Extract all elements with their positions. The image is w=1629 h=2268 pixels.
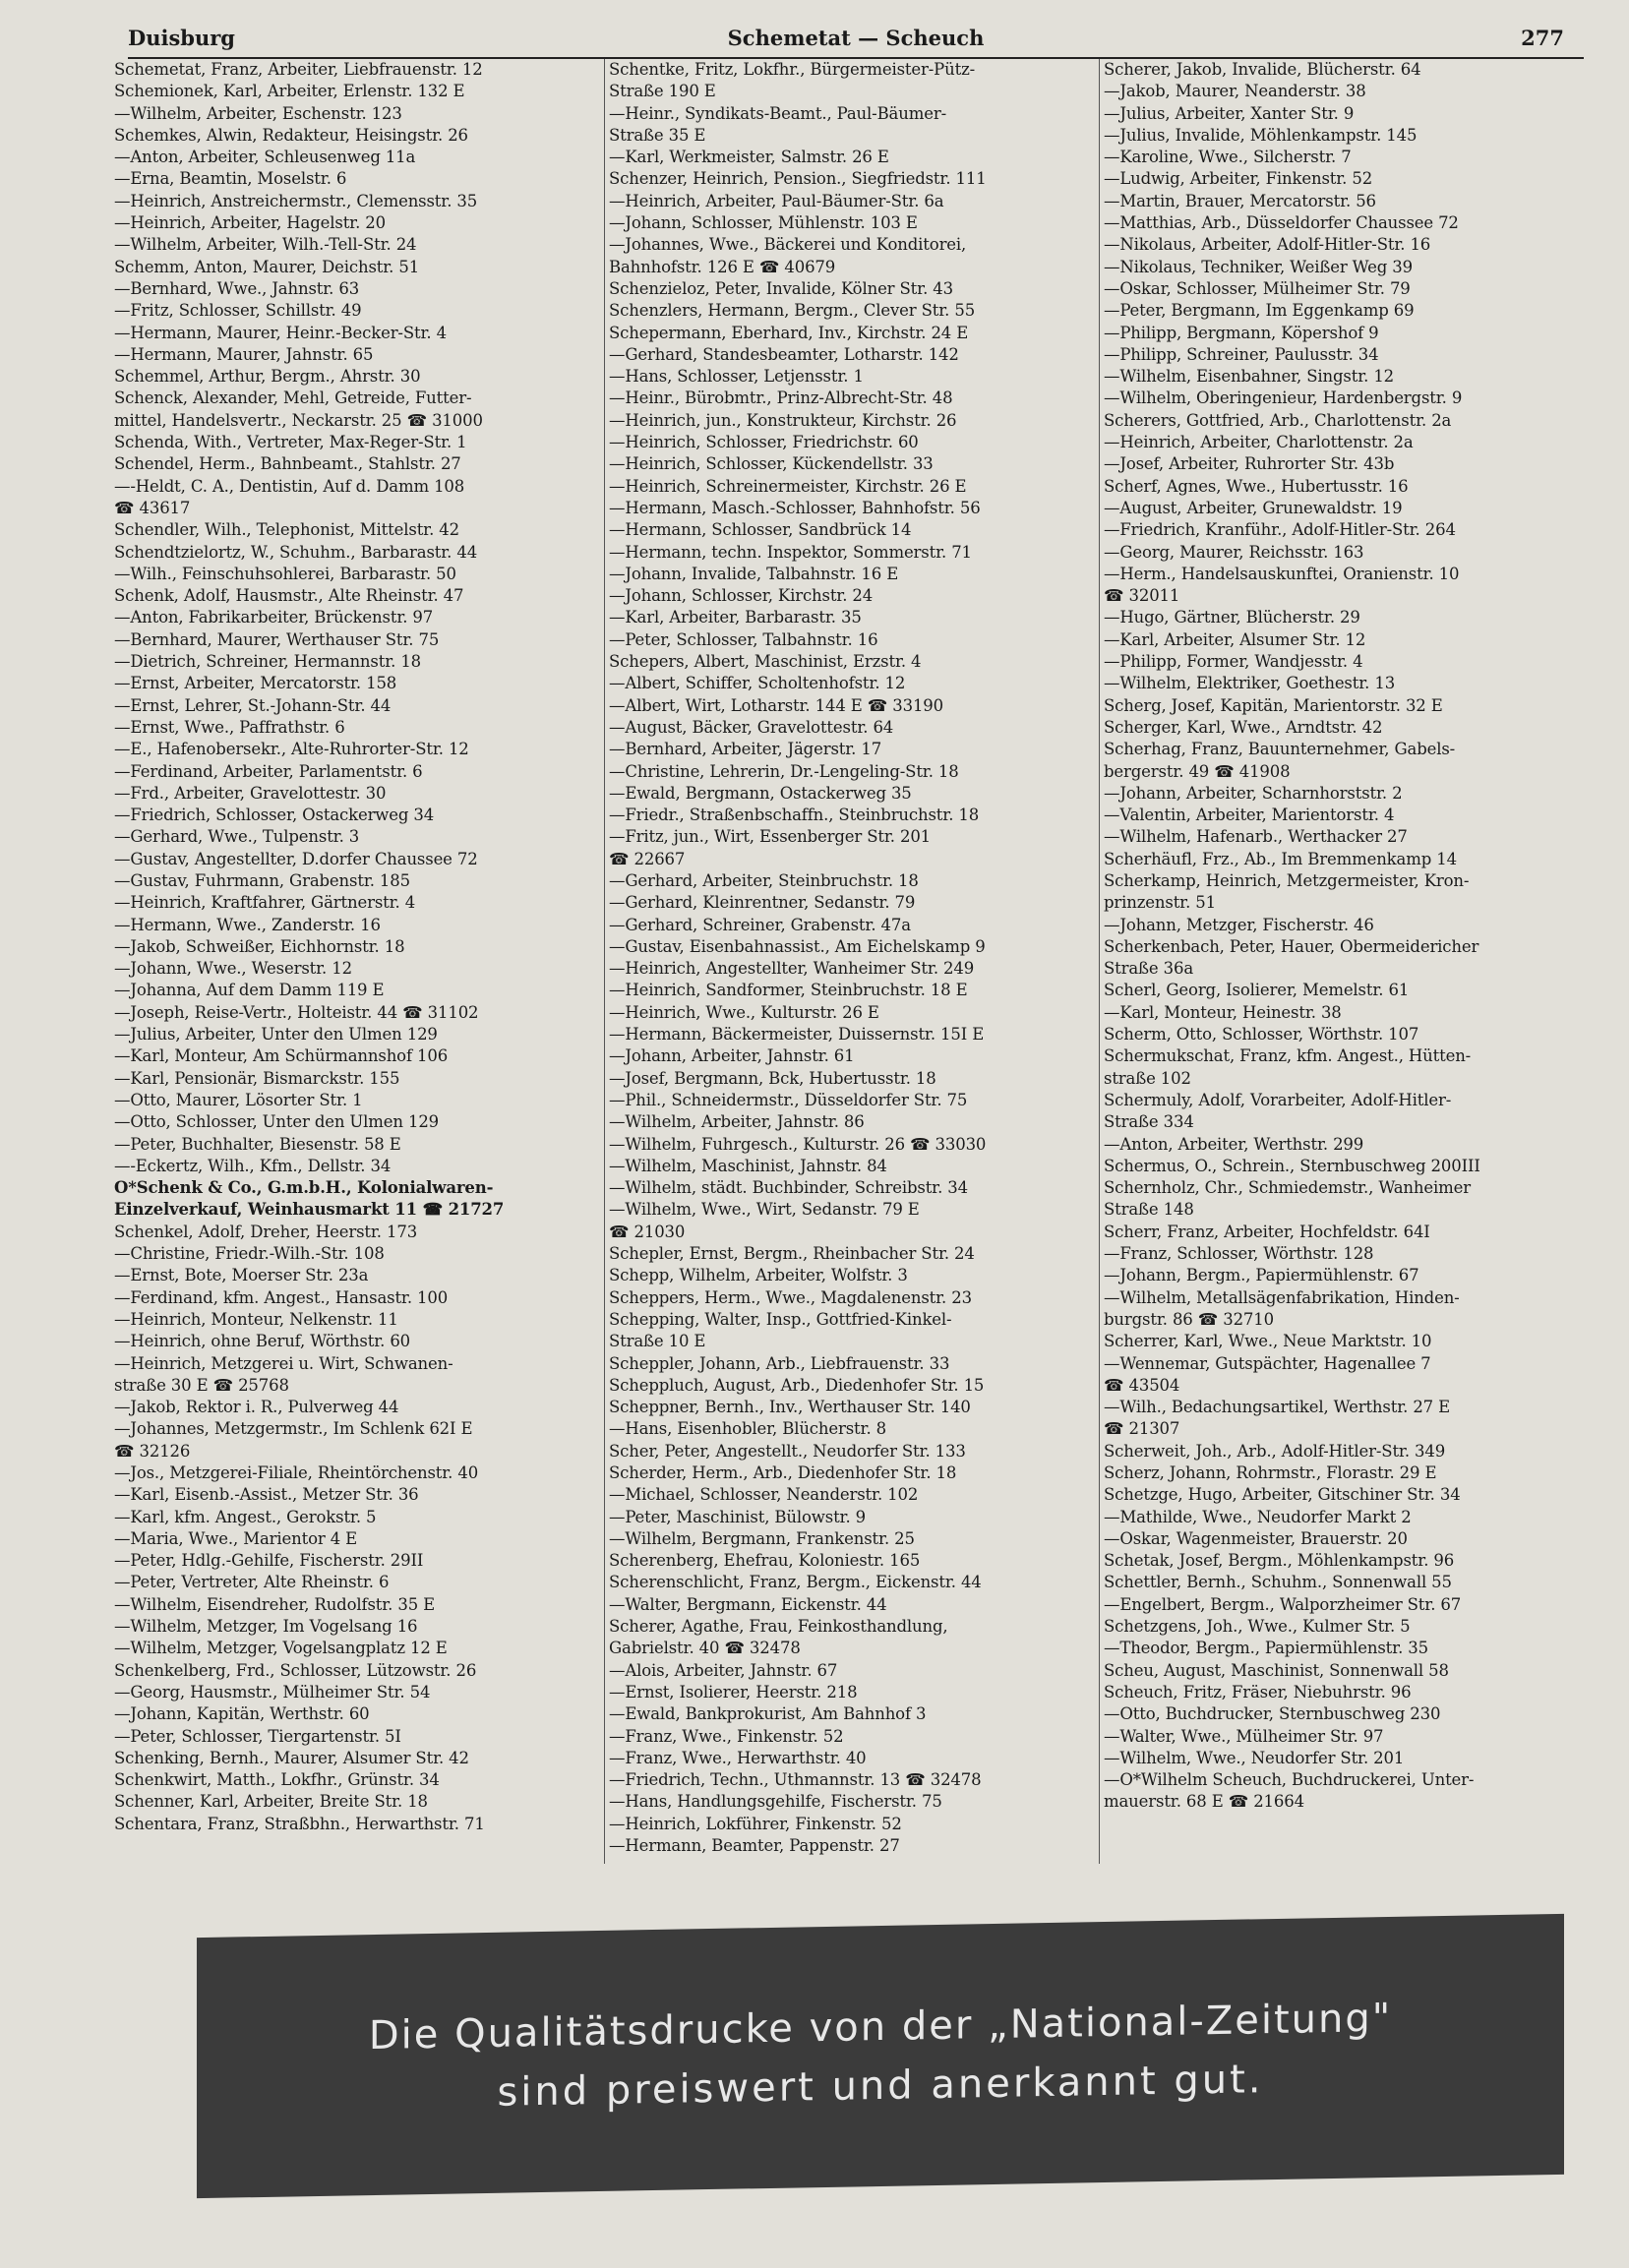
directory-entry: Scherder, Herm., Arb., Diedenhofer Str. 18 xyxy=(609,1463,957,1482)
directory-entry: prinzenstr. 51 xyxy=(1104,893,1216,913)
directory-entry: —Bernhard, Arbeiter, Jägerstr. 17 xyxy=(609,740,882,759)
directory-entry: —Albert, Schiffer, Scholtenhofstr. 12 xyxy=(609,674,906,693)
directory-entry: —Wennemar, Gutspächter, Hagenallee 7 xyxy=(1104,1353,1431,1373)
directory-entry: Scherkamp, Heinrich, Metzgermeister, Kron- xyxy=(1104,870,1470,890)
directory-entry: Schettler, Bernh., Schuhm., Sonnenwall 55 xyxy=(1104,1573,1452,1592)
directory-entry: —Heinrich, Schreinermeister, Kirchstr. 26 E xyxy=(609,476,967,496)
directory-entry: Straße 36a xyxy=(1104,959,1194,979)
directory-entry: —Gerhard, Schreiner, Grabenstr. 47a xyxy=(609,915,911,934)
directory-entry: —Wilhelm, Fuhrgesch., Kulturstr. 26 ☎ 33030 xyxy=(609,1134,987,1154)
column-2 xyxy=(605,59,1100,1864)
directory-entry: —Johann, Kapitän, Werthstr. 60 xyxy=(114,1704,370,1724)
directory-entry: —Wilhelm, Metallsägenfabrikation, Hinden- xyxy=(1104,1287,1460,1307)
directory-entry: —Gustav, Eisenbahnassist., Am Eichelskamp 9 xyxy=(609,936,986,956)
directory-entry: —Franz, Schlosser, Wörthstr. 128 xyxy=(1104,1244,1374,1264)
directory-entry: Schendel, Herm., Bahnbeamt., Stahlstr. 27 xyxy=(114,454,461,474)
directory-entry: —-Heldt, C. A., Dentistin, Auf d. Damm 108 xyxy=(114,476,465,496)
page-number: 277 xyxy=(1521,26,1564,50)
directory-entry: —Gerhard, Standesbeamter, Lotharstr. 142 xyxy=(609,344,959,364)
directory-entry: —Hugo, Gärtner, Blücherstr. 29 xyxy=(1104,608,1360,627)
directory-entry: Straße 148 xyxy=(1104,1200,1194,1220)
directory-entry: Scherf, Agnes, Wwe., Hubertusstr. 16 xyxy=(1104,476,1409,496)
directory-entry: —Erna, Beamtin, Moselstr. 6 xyxy=(114,169,347,189)
directory-entry: —Wilhelm, Oberingenieur, Hardenbergstr. 9 xyxy=(1104,388,1463,408)
directory-entry: Scheppler, Johann, Arb., Liebfrauenstr. 33 xyxy=(609,1353,950,1373)
directory-entry: Schepers, Albert, Maschinist, Erzstr. 4 xyxy=(609,652,922,672)
directory-entry: —Wilhelm, Hafenarb., Werthacker 27 xyxy=(1104,827,1408,847)
directory-entry: —Josef, Arbeiter, Ruhrorter Str. 43b xyxy=(1104,454,1395,474)
advertisement-banner xyxy=(197,1914,1564,2198)
directory-entry: ☎ 21030 xyxy=(609,1222,686,1241)
directory-entry: Schendler, Wilh., Telephonist, Mittelstr. 42 xyxy=(114,520,459,540)
directory-entry: —Theodor, Bergm., Papiermühlenstr. 35 xyxy=(1104,1639,1428,1658)
directory-entry: Bahnhofstr. 126 E ☎ 40679 xyxy=(609,257,836,276)
directory-entry: —Johann, Arbeiter, Scharnhorststr. 2 xyxy=(1104,783,1403,803)
directory-entry: —Christine, Friedr.-Wilh.-Str. 108 xyxy=(114,1244,385,1264)
directory-entry: —Johann, Arbeiter, Jahnstr. 61 xyxy=(609,1046,855,1066)
directory-entry: —Heinrich, Sandformer, Steinbruchstr. 18 E xyxy=(609,981,968,1000)
directory-entry: —Philipp, Bergmann, Köpershof 9 xyxy=(1104,323,1379,342)
directory-entry: —Wilhelm, Metzger, Im Vogelsang 16 xyxy=(114,1617,418,1637)
directory-entry: —Heinrich, Arbeiter, Hagelstr. 20 xyxy=(114,213,386,233)
directory-entry: ☎ 43504 xyxy=(1104,1375,1180,1395)
directory-entry: Scheppers, Herm., Wwe., Magdalenenstr. 23 xyxy=(609,1287,972,1307)
directory-entry: —Hermann, techn. Inspektor, Sommerstr. 71 xyxy=(609,542,972,562)
directory-entry: —Peter, Schlosser, Talbahnstr. 16 xyxy=(609,629,878,649)
directory-entry: —Karl, kfm. Angest., Gerokstr. 5 xyxy=(114,1507,377,1526)
directory-entry: —Heinrich, Schlosser, Friedrichstr. 60 xyxy=(609,433,919,452)
directory-entry: Scheu, August, Maschinist, Sonnenwall 58 xyxy=(1104,1660,1449,1680)
directory-entry: —Engelbert, Bergm., Walporzheimer Str. 67 xyxy=(1104,1594,1462,1614)
directory-entry: —Dietrich, Schreiner, Hermannstr. 18 xyxy=(114,652,422,672)
directory-entry: —Heinr., Bürobmtr., Prinz-Albrecht-Str. 48 xyxy=(609,388,953,408)
directory-entry: —Friedrich, Techn., Uthmannstr. 13 ☎ 32478 xyxy=(609,1770,982,1790)
directory-entry: O*Schenk & Co., G.m.b.H., Kolonialwaren- xyxy=(114,1178,494,1198)
directory-entry: mauerstr. 68 E ☎ 21664 xyxy=(1104,1792,1304,1812)
directory-entry: Scherenberg, Ehefrau, Koloniestr. 165 xyxy=(609,1551,921,1571)
directory-entry: Schepler, Ernst, Bergm., Rheinbacher Str. 24 xyxy=(609,1244,975,1264)
directory-entry: Schentke, Fritz, Lokfhr., Bürgermeister-Pütz- xyxy=(609,60,976,79)
directory-entry: —Otto, Buchdrucker, Sternbuschweg 230 xyxy=(1104,1704,1441,1724)
directory-entry: Straße 190 E xyxy=(609,82,716,101)
directory-entry: —Peter, Bergmann, Im Eggenkamp 69 xyxy=(1104,301,1415,321)
directory-entry: —Peter, Buchhalter, Biesenstr. 58 E xyxy=(114,1134,401,1154)
directory-entry: —Karl, Pensionär, Bismarckstr. 155 xyxy=(114,1068,400,1088)
directory-entry: —Philipp, Former, Wandjesstr. 4 xyxy=(1104,652,1363,672)
directory-entry: —Wilhelm, Elektriker, Goethestr. 13 xyxy=(1104,674,1396,693)
directory-entry: —Friedrich, Schlosser, Ostackerweg 34 xyxy=(114,806,435,825)
directory-entry: —Heinrich, ohne Beruf, Wörthstr. 60 xyxy=(114,1332,411,1351)
directory-entry: —Peter, Vertreter, Alte Rheinstr. 6 xyxy=(114,1573,390,1592)
directory-entry: —Frd., Arbeiter, Gravelottestr. 30 xyxy=(114,783,387,803)
directory-entry: —Gerhard, Kleinrentner, Sedanstr. 79 xyxy=(609,893,916,913)
directory-entry: Schenkwirt, Matth., Lokfhr., Grünstr. 34 xyxy=(114,1770,440,1790)
directory-entry: —Wilh., Bedachungsartikel, Werthstr. 27 E xyxy=(1104,1398,1451,1417)
directory-entry: —Joseph, Reise-Vertr., Holteistr. 44 ☎ 31102 xyxy=(114,1002,479,1022)
directory-entry: —Ludwig, Arbeiter, Finkenstr. 52 xyxy=(1104,169,1373,189)
directory-entry: Gabrielstr. 40 ☎ 32478 xyxy=(609,1639,801,1658)
directory-entry: —Wilhelm, Eisenbahner, Singstr. 12 xyxy=(1104,367,1395,387)
directory-entry: —Hermann, Maurer, Jahnstr. 65 xyxy=(114,344,374,364)
directory-entry: —Fritz, jun., Wirt, Essenberger Str. 201 xyxy=(609,827,932,847)
directory-entry: Schenzieloz, Peter, Invalide, Kölner Str. 43 xyxy=(609,278,953,298)
directory-entry: —Ernst, Lehrer, St.-Johann-Str. 44 xyxy=(114,695,392,715)
directory-entry: Schendtzielortz, W., Schuhm., Barbarastr. 44 xyxy=(114,542,478,562)
directory-entry: —Otto, Schlosser, Unter den Ulmen 129 xyxy=(114,1112,440,1132)
directory-entry: —Heinrich, Kraftfahrer, Gärtnerstr. 4 xyxy=(114,893,416,913)
directory-entry: —Maria, Wwe., Marientor 4 E xyxy=(114,1528,358,1548)
directory-entry: —Hermann, Schlosser, Sandbrück 14 xyxy=(609,520,912,540)
directory-entry: Scheuch, Fritz, Fräser, Niebuhrstr. 96 xyxy=(1104,1682,1412,1701)
directory-entry: —Heinrich, Schlosser, Kückendellstr. 33 xyxy=(609,454,934,474)
directory-entry: —Hans, Eisenhobler, Blücherstr. 8 xyxy=(609,1419,886,1439)
directory-entry: —Heinrich, Monteur, Nelkenstr. 11 xyxy=(114,1309,398,1329)
directory-entry: Scherkenbach, Peter, Hauer, Obermeidericher xyxy=(1104,936,1479,956)
directory-entry: Scheppner, Bernh., Inv., Werthauser Str. 140 xyxy=(609,1398,971,1417)
directory-entry: —Anton, Arbeiter, Schleusenweg 11a xyxy=(114,148,416,167)
directory-entry: —Julius, Invalide, Möhlenkampstr. 145 xyxy=(1104,125,1418,145)
directory-entry: —Heinrich, Angestellter, Wanheimer Str. 249 xyxy=(609,959,975,979)
directory-entry: —Ernst, Arbeiter, Mercatorstr. 158 xyxy=(114,674,397,693)
directory-entry: Scherger, Karl, Wwe., Arndtstr. 42 xyxy=(1104,717,1383,737)
directory-entry: —Ernst, Wwe., Paffrathstr. 6 xyxy=(114,717,345,737)
directory-entry: —Heinrich, jun., Konstrukteur, Kirchstr. 26 xyxy=(609,410,957,430)
directory-entry: —Wilh., Feinschuhsohlerei, Barbarastr. 50 xyxy=(114,564,456,583)
column-3 xyxy=(1100,59,1595,1864)
directory-entry: —Gustav, Fuhrmann, Grabenstr. 185 xyxy=(114,870,410,890)
directory-entry: —Heinrich, Metzgerei u. Wirt, Schwanen- xyxy=(114,1353,453,1373)
directory-entry: straße 102 xyxy=(1104,1068,1191,1088)
directory-entry: —Wilhelm, Metzger, Vogelsangplatz 12 E xyxy=(114,1639,448,1658)
directory-entry: Scherweit, Joh., Arb., Adolf-Hitler-Str. 349 xyxy=(1104,1441,1446,1461)
directory-entry: Schenck, Alexander, Mehl, Getreide, Futter- xyxy=(114,388,472,408)
directory-entry: —Johann, Wwe., Weserstr. 12 xyxy=(114,959,352,979)
directory-entry: Scherg, Josef, Kapitän, Marientorstr. 32 E xyxy=(1104,695,1443,715)
directory-entry: —Philipp, Schreiner, Paulusstr. 34 xyxy=(1104,344,1379,364)
directory-entry: —Jos., Metzgerei-Filiale, Rheintörchenstr. 40 xyxy=(114,1463,479,1482)
directory-entry: —Martin, Brauer, Mercatorstr. 56 xyxy=(1104,191,1376,210)
directory-entry: —August, Bäcker, Gravelottestr. 64 xyxy=(609,717,894,737)
directory-entry: ☎ 43617 xyxy=(114,498,191,517)
directory-entry: —Bernhard, Maurer, Werthauser Str. 75 xyxy=(114,629,440,649)
directory-entry: burgstr. 86 ☎ 32710 xyxy=(1104,1309,1274,1329)
directory-entry: —Hermann, Maurer, Heinr.-Becker-Str. 4 xyxy=(114,323,447,342)
directory-entry: Schenner, Karl, Arbeiter, Breite Str. 18 xyxy=(114,1792,428,1812)
directory-entry: Scherers, Gottfried, Arb., Charlottenstr. 2a xyxy=(1104,410,1452,430)
directory-entry: —Alois, Arbeiter, Jahnstr. 67 xyxy=(609,1660,838,1680)
directory-entry: Scherrer, Karl, Wwe., Neue Marktstr. 10 xyxy=(1104,1332,1432,1351)
directory-entry: —Friedrich, Kranführ., Adolf-Hitler-Str. 264 xyxy=(1104,520,1456,540)
directory-entry: —Jakob, Schweißer, Eichhornstr. 18 xyxy=(114,936,405,956)
directory-entry: —Gerhard, Arbeiter, Steinbruchstr. 18 xyxy=(609,870,919,890)
directory-entry: —Ewald, Bankprokurist, Am Bahnhof 3 xyxy=(609,1704,927,1724)
directory-entry: —Hermann, Wwe., Zanderstr. 16 xyxy=(114,915,381,934)
directory-entry: ☎ 32011 xyxy=(1104,586,1180,606)
directory-entry: —Oskar, Schlosser, Mülheimer Str. 79 xyxy=(1104,278,1411,298)
directory-entry: Straße 10 E xyxy=(609,1332,706,1351)
directory-entry: Schernholz, Chr., Schmiedemstr., Wanheimer xyxy=(1104,1178,1471,1198)
directory-entry: Schetak, Josef, Bergm., Möhlenkampstr. 96 xyxy=(1104,1551,1455,1571)
column-1 xyxy=(110,59,605,1864)
directory-entry: —Wilhelm, Arbeiter, Eschenstr. 123 xyxy=(114,103,402,123)
directory-entry: —Hans, Handlungsgehilfe, Fischerstr. 75 xyxy=(609,1792,942,1812)
directory-entry: —Wilhelm, Maschinist, Jahnstr. 84 xyxy=(609,1156,887,1175)
directory-entry: —Albert, Wirt, Lotharstr. 144 E ☎ 33190 xyxy=(609,695,943,715)
directory-entry: —Nikolaus, Arbeiter, Adolf-Hitler-Str. 16 xyxy=(1104,235,1431,255)
directory-entry: —Otto, Maurer, Lösorter Str. 1 xyxy=(114,1090,363,1109)
directory-entry: —Wilhelm, Arbeiter, Wilh.-Tell-Str. 24 xyxy=(114,235,417,255)
directory-entry: Schermuly, Adolf, Vorarbeiter, Adolf-Hitler- xyxy=(1104,1090,1452,1109)
directory-entry: —Heinr., Syndikats-Beamt., Paul-Bäumer- xyxy=(609,103,946,123)
banner-line-1: Die Qualitätsdrucke von der „National-Zeitung" xyxy=(368,1995,1393,2059)
directory-entry: —Matthias, Arb., Düsseldorfer Chaussee 72 xyxy=(1104,213,1459,233)
directory-entry: —Wilhelm, Wwe., Neudorfer Str. 201 xyxy=(1104,1748,1405,1767)
directory-entry: Schepping, Walter, Insp., Gottfried-Kinkel- xyxy=(609,1309,952,1329)
directory-entry: —Johann, Metzger, Fischerstr. 46 xyxy=(1104,915,1374,934)
directory-entry: —Hermann, Beamter, Pappenstr. 27 xyxy=(609,1836,900,1856)
directory-entry: —Phil., Schneidermstr., Düsseldorfer Str. 75 xyxy=(609,1090,968,1109)
directory-entry: —Christine, Lehrerin, Dr.-Lengeling-Str. 18 xyxy=(609,761,959,781)
directory-entry: —Michael, Schlosser, Neanderstr. 102 xyxy=(609,1485,919,1505)
directory-entry: —Friedr., Straßenbschaffn., Steinbruchstr. 18 xyxy=(609,806,980,825)
directory-entry: —Gustav, Angestellter, D.dorfer Chaussee 72 xyxy=(114,849,478,868)
directory-entry: —Oskar, Wagenmeister, Brauerstr. 20 xyxy=(1104,1528,1408,1548)
directory-entry: Scherenschlicht, Franz, Bergm., Eickenstr. 44 xyxy=(609,1573,982,1592)
directory-entry: —Hans, Schlosser, Letjensstr. 1 xyxy=(609,367,864,387)
directory-entry: —Heinrich, Wwe., Kulturstr. 26 E xyxy=(609,1002,879,1022)
directory-entry: —Johann, Schlosser, Kirchstr. 24 xyxy=(609,586,874,606)
directory-entry: —Ernst, Isolierer, Heerstr. 218 xyxy=(609,1682,858,1701)
directory-entry: Scherer, Agathe, Frau, Feinkosthandlung, xyxy=(609,1617,948,1637)
directory-entry: —Ferdinand, kfm. Angest., Hansastr. 100 xyxy=(114,1287,449,1307)
directory-entry: —Josef, Bergmann, Bck, Hubertusstr. 18 xyxy=(609,1068,936,1088)
directory-entry: —Karl, Arbeiter, Alsumer Str. 12 xyxy=(1104,629,1366,649)
directory-entry: —Franz, Wwe., Herwarthstr. 40 xyxy=(609,1748,867,1767)
directory-entry: —Johannes, Metzgermstr., Im Schlenk 62I E xyxy=(114,1419,473,1439)
directory-entry: Scherz, Johann, Rohrmstr., Florastr. 29 E xyxy=(1104,1463,1437,1482)
directory-entry: Schepp, Wilhelm, Arbeiter, Wolfstr. 3 xyxy=(609,1266,908,1285)
directory-entry: —Peter, Maschinist, Bülowstr. 9 xyxy=(609,1507,867,1526)
name-range: Schemetat — Scheuch xyxy=(727,26,985,50)
city-title: Duisburg xyxy=(128,26,235,50)
entry-columns xyxy=(110,59,1596,1864)
directory-entry: —E., Hafenobersekr., Alte-Ruhrorter-Str. 12 xyxy=(114,740,469,759)
directory-entry: Schemm, Anton, Maurer, Deichstr. 51 xyxy=(114,257,420,276)
directory-entry: —Nikolaus, Techniker, Weißer Weg 39 xyxy=(1104,257,1413,276)
directory-entry: —Wilhelm, städt. Buchbinder, Schreibstr. 34 xyxy=(609,1178,968,1198)
directory-entry: —Anton, Arbeiter, Werthstr. 299 xyxy=(1104,1134,1364,1154)
directory-entry: Schetzge, Hugo, Arbeiter, Gitschiner Str. 34 xyxy=(1104,1485,1461,1505)
directory-entry: ☎ 22667 xyxy=(609,849,686,868)
directory-entry: —Mathilde, Wwe., Neudorfer Markt 2 xyxy=(1104,1507,1412,1526)
directory-entry: Schenkelberg, Frd., Schlosser, Lützowstr. 26 xyxy=(114,1660,477,1680)
directory-entry: Schenzer, Heinrich, Pension., Siegfriedstr. 111 xyxy=(609,169,987,189)
directory-entry: Scherhäufl, Frz., Ab., Im Bremmenkamp 14 xyxy=(1104,849,1457,868)
directory-entry: —Hermann, Bäckermeister, Duissernstr. 15I E xyxy=(609,1025,985,1044)
directory-entry: Schemetat, Franz, Arbeiter, Liebfrauenstr. 12 xyxy=(114,60,483,79)
directory-entry: —Wilhelm, Arbeiter, Jahnstr. 86 xyxy=(609,1112,865,1132)
directory-entry: Schenk, Adolf, Hausmstr., Alte Rheinstr. 47 xyxy=(114,586,464,606)
directory-entry: —Georg, Maurer, Reichsstr. 163 xyxy=(1104,542,1364,562)
directory-entry: ☎ 21307 xyxy=(1104,1419,1180,1439)
directory-entry: —Karl, Eisenb.-Assist., Metzer Str. 36 xyxy=(114,1485,419,1505)
directory-entry: Scherr, Franz, Arbeiter, Hochfeldstr. 64I xyxy=(1104,1222,1430,1241)
directory-entry: —Jakob, Maurer, Neanderstr. 38 xyxy=(1104,82,1366,101)
directory-entry: Scheppluch, August, Arb., Diedenhofer Str. 15 xyxy=(609,1375,985,1395)
directory-entry: —Julius, Arbeiter, Unter den Ulmen 129 xyxy=(114,1025,438,1044)
directory-entry: —Johann, Invalide, Talbahnstr. 16 E xyxy=(609,564,899,583)
directory-entry: —Wilhelm, Bergmann, Frankenstr. 25 xyxy=(609,1528,915,1548)
directory-entry: —Heinrich, Arbeiter, Paul-Bäumer-Str. 6a xyxy=(609,191,944,210)
directory-entry: Scherm, Otto, Schlosser, Wörthstr. 107 xyxy=(1104,1025,1419,1044)
directory-entry: —Johanna, Auf dem Damm 119 E xyxy=(114,981,385,1000)
directory-entry: —Herm., Handelsauskunftei, Oranienstr. 10 xyxy=(1104,564,1460,583)
directory-entry: Schenkel, Adolf, Dreher, Heerstr. 173 xyxy=(114,1222,418,1241)
directory-entry: Scherhag, Franz, Bauunternehmer, Gabels- xyxy=(1104,740,1456,759)
directory-entry: Schermukschat, Franz, kfm. Angest., Hütten- xyxy=(1104,1046,1472,1066)
directory-entry: —Karl, Monteur, Heinestr. 38 xyxy=(1104,1002,1342,1022)
directory-entry: —Hermann, Masch.-Schlosser, Bahnhofstr. 56 xyxy=(609,498,981,517)
directory-entry: ☎ 32126 xyxy=(114,1441,191,1461)
directory-entry: Schermus, O., Schrein., Sternbuschweg 200III xyxy=(1104,1156,1480,1175)
directory-entry: —-Eckertz, Wilh., Kfm., Dellstr. 34 xyxy=(114,1156,392,1175)
directory-entry: —Heinrich, Anstreichermstr., Clemensstr. 35 xyxy=(114,191,478,210)
directory-entry: Straße 334 xyxy=(1104,1112,1194,1132)
directory-entry: —O*Wilhelm Scheuch, Buchdruckerei, Unter- xyxy=(1104,1770,1475,1790)
directory-entry: —August, Arbeiter, Grunewaldstr. 19 xyxy=(1104,498,1403,517)
page-header xyxy=(128,18,1584,59)
directory-entry: —Jakob, Rektor i. R., Pulverweg 44 xyxy=(114,1398,399,1417)
directory-entry: —Karl, Werkmeister, Salmstr. 26 E xyxy=(609,148,889,167)
directory-entry: —Julius, Arbeiter, Xanter Str. 9 xyxy=(1104,103,1355,123)
directory-entry: Schemionek, Karl, Arbeiter, Erlenstr. 132 E xyxy=(114,82,465,101)
directory-entry: —Peter, Schlosser, Tiergartenstr. 5I xyxy=(114,1726,401,1746)
directory-entry: —Georg, Hausmstr., Mülheimer Str. 54 xyxy=(114,1682,431,1701)
directory-entry: —Bernhard, Wwe., Jahnstr. 63 xyxy=(114,278,360,298)
directory-entry: —Anton, Fabrikarbeiter, Brückenstr. 97 xyxy=(114,608,434,627)
directory-entry: Schemkes, Alwin, Redakteur, Heisingstr. 26 xyxy=(114,125,468,145)
directory-entry: —Fritz, Schlosser, Schillstr. 49 xyxy=(114,301,362,321)
directory-entry: —Johannes, Wwe., Bäckerei und Konditorei, xyxy=(609,235,967,255)
directory-entry: Schepermann, Eberhard, Inv., Kirchstr. 24 E xyxy=(609,323,969,342)
directory-entry: Scher, Peter, Angestellt., Neudorfer Str. 133 xyxy=(609,1441,966,1461)
directory-entry: —Karl, Arbeiter, Barbarastr. 35 xyxy=(609,608,862,627)
directory-entry: —Heinrich, Arbeiter, Charlottenstr. 2a xyxy=(1104,433,1414,452)
directory-entry: —Franz, Wwe., Finkenstr. 52 xyxy=(609,1726,844,1746)
directory-entry: —Wilhelm, Eisendreher, Rudolfstr. 35 E xyxy=(114,1594,436,1614)
directory-entry: Schenda, With., Vertreter, Max-Reger-Str. 1 xyxy=(114,433,467,452)
directory-entry: —Valentin, Arbeiter, Marientorstr. 4 xyxy=(1104,806,1395,825)
directory-entry: Schetzgens, Joh., Wwe., Kulmer Str. 5 xyxy=(1104,1617,1411,1637)
directory-entry: —Walter, Bergmann, Eickenstr. 44 xyxy=(609,1594,887,1614)
directory-entry: bergerstr. 49 ☎ 41908 xyxy=(1104,761,1291,781)
directory-entry: —Walter, Wwe., Mülheimer Str. 97 xyxy=(1104,1726,1384,1746)
directory-entry: —Ewald, Bergmann, Ostackerweg 35 xyxy=(609,783,912,803)
directory-entry: —Gerhard, Wwe., Tulpenstr. 3 xyxy=(114,827,360,847)
directory-entry: Straße 35 E xyxy=(609,125,706,145)
directory-entry: —Peter, Hdlg.-Gehilfe, Fischerstr. 29II xyxy=(114,1551,424,1571)
directory-entry: Schemmel, Arthur, Bergm., Ahrstr. 30 xyxy=(114,367,421,387)
directory-entry: mittel, Handelsvertr., Neckarstr. 25 ☎ 31000 xyxy=(114,410,483,430)
banner-line-2: sind preiswert und anerkannt gut. xyxy=(497,2056,1264,2116)
directory-entry: straße 30 E ☎ 25768 xyxy=(114,1375,289,1395)
directory-entry: —Karoline, Wwe., Silcherstr. 7 xyxy=(1104,148,1352,167)
directory-entry: —Wilhelm, Wwe., Wirt, Sedanstr. 79 E xyxy=(609,1200,920,1220)
directory-entry: Schentara, Franz, Straßbhn., Herwarthstr. 71 xyxy=(114,1814,485,1833)
directory-entry: Scherer, Jakob, Invalide, Blücherstr. 64 xyxy=(1104,60,1421,79)
directory-entry: —Johann, Bergm., Papiermühlenstr. 67 xyxy=(1104,1266,1419,1285)
directory-entry: Scherl, Georg, Isolierer, Memelstr. 61 xyxy=(1104,981,1410,1000)
directory-entry: Schenking, Bernh., Maurer, Alsumer Str. 42 xyxy=(114,1748,469,1767)
directory-entry: —Heinrich, Lokführer, Finkenstr. 52 xyxy=(609,1814,902,1833)
directory-entry: —Ferdinand, Arbeiter, Parlamentstr. 6 xyxy=(114,761,423,781)
directory-entry: Schenzlers, Hermann, Bergm., Clever Str. 55 xyxy=(609,301,976,321)
directory-entry: —Johann, Schlosser, Mühlenstr. 103 E xyxy=(609,213,918,233)
directory-entry: —Ernst, Bote, Moerser Str. 23a xyxy=(114,1266,369,1285)
directory-entry: —Karl, Monteur, Am Schürmannshof 106 xyxy=(114,1046,449,1066)
directory-entry: Einzelverkauf, Weinhausmarkt 11 ☎ 21727 xyxy=(114,1200,505,1220)
